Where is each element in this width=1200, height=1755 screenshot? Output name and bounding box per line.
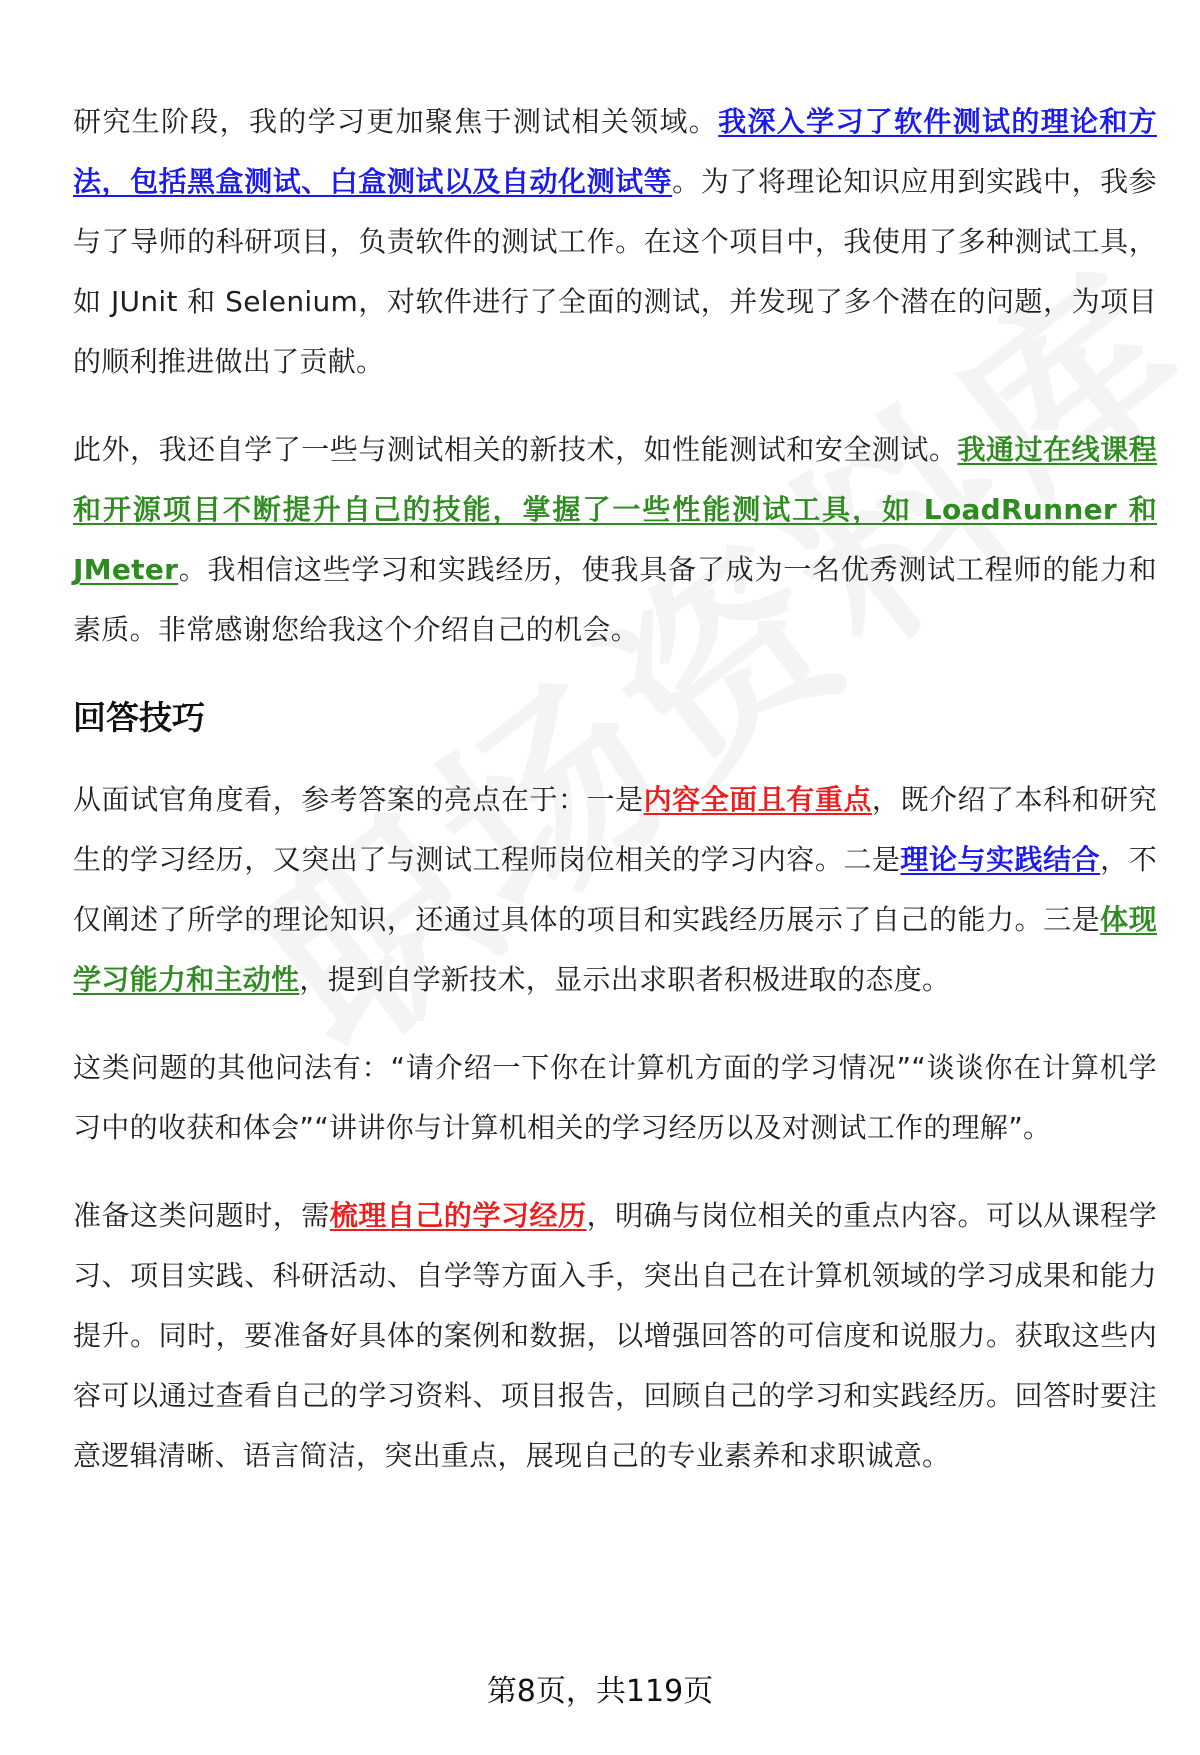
text-segment: 。为了将理论知识应用到实践中，我参与了导师的科研项目，负责软件的测试工作。在这个项目中，我使用了多种测试工具，如 JUnit 和 Selenium，对软件进行了全面的测试，并发现了多个潜在的问题，为项目的顺利推进做出了贡献。 — [73, 165, 1157, 378]
paragraph-alternative-questions — [73, 1038, 1157, 1158]
highlight-blue: 我深入学习了软件测试的理论和方法，包括黑盒测试、白盒测试以及自动化测试等 — [73, 105, 1157, 198]
text-segment: ，既介绍了本科和研究生的学习经历，又突出了与测试工程师岗位相关的学习内容。二是 — [73, 783, 1157, 876]
text-segment: 。我相信这些学习和实践经历，使我具备了成为一名优秀测试工程师的能力和素质。非常感谢您给我这个介绍自己的机会。 — [73, 553, 1157, 646]
highlight-green: 我通过在线课程和开源项目不断提升自己的技能，掌握了一些性能测试工具，如 LoadRunner 和 JMeter — [73, 433, 1157, 586]
text-segment: 研究生阶段，我的学习更加聚焦于测试相关领域。 — [73, 105, 719, 138]
page-content — [73, 92, 1157, 1514]
highlight-green: 体现学习能力和主动性 — [73, 903, 1157, 996]
highlight-blue: 理论与实践结合 — [900, 843, 1101, 876]
text-segment: 此外，我还自学了一些与测试相关的新技术，如性能测试和安全测试。 — [73, 433, 958, 466]
text-segment: ，明确与岗位相关的重点内容。可以从课程学习、项目实践、科研活动、自学等方面入手，突出自己在计算机领域的学习成果和能力提升。同时，要准备好具体的案例和数据，以增强回答的可信度和说服力。获取这些内容可以通过查看自己的学习资料、项目报告，回顾自己的学习和实践经历。回答时要注意逻辑清晰、语言简洁，突出重点，展现自己的专业素养和求职诚意。 — [73, 1199, 1158, 1472]
text-segment: 准备这类问题时，需 — [73, 1199, 330, 1232]
highlight-red: 内容全面且有重点 — [643, 783, 872, 816]
section-title: 回答技巧 — [73, 698, 205, 737]
text-segment: ，提到自学新技术，显示出求职者积极进取的态度。 — [299, 963, 951, 996]
paragraph-highlights — [73, 770, 1157, 1010]
text-segment: 这类问题的其他问法有：“请介绍一下你在计算机方面的学习情况”“谈谈你在计算机学习中的收获和体会”“讲讲你与计算机相关的学习经历以及对测试工作的理解”。 — [73, 1051, 1157, 1144]
paragraph-graduate-study — [73, 92, 1157, 392]
highlight-red: 梳理自己的学习经历 — [329, 1199, 587, 1232]
text-segment: 从面试官角度看，参考答案的亮点在于：一是 — [73, 783, 644, 816]
page-footer — [0, 1672, 1200, 1712]
page-number: 第8页，共119页 — [486, 1674, 714, 1709]
paragraph-preparation — [73, 1186, 1157, 1486]
text-segment: ，不仅阐述了所学的理论知识，还通过具体的项目和实践经历展示了自己的能力。三是 — [73, 843, 1157, 936]
paragraph-self-study — [73, 420, 1157, 660]
